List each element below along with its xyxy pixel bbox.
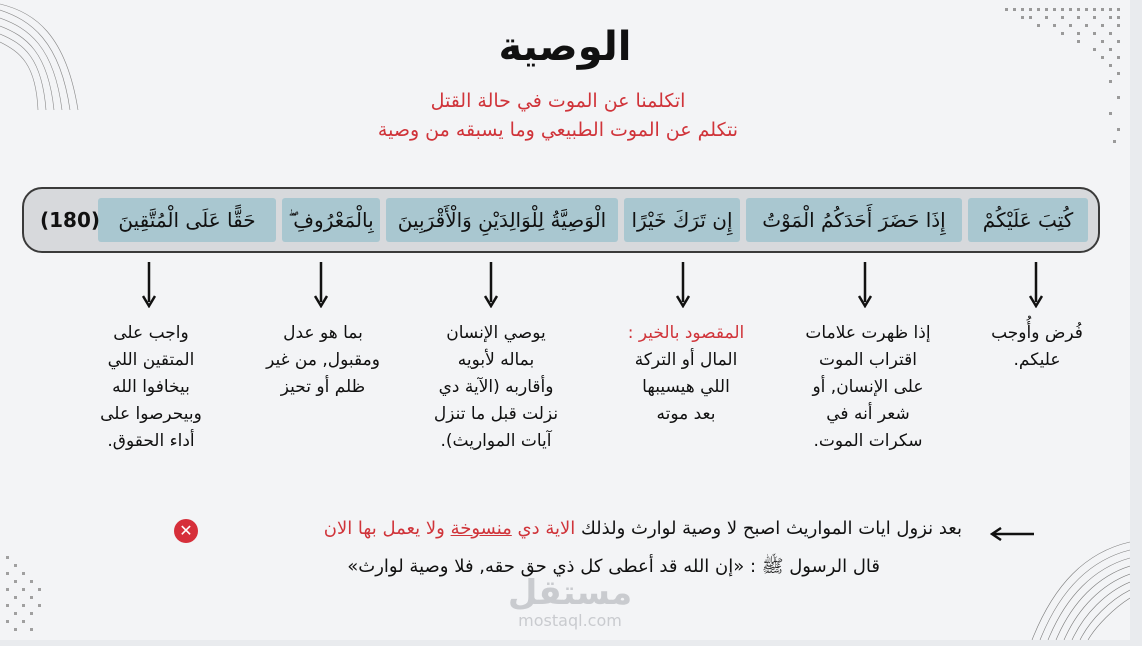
explanation-line: عليكم. bbox=[1013, 350, 1061, 370]
verse-segment-3: إِن تَرَكَ خَيْرًا bbox=[624, 198, 740, 242]
explanation-4 bbox=[416, 320, 576, 455]
watermark-logo: مستقل bbox=[507, 573, 633, 613]
verse-segment-2: إِذَا حَضَرَ أَحَدَكُمُ الْمَوْتُ bbox=[746, 198, 962, 242]
explanation-line: المتقين اللي bbox=[107, 350, 195, 370]
explanation-line: اقتراب الموت bbox=[818, 350, 917, 370]
explanation-line: اللي هيسيبها bbox=[642, 377, 730, 397]
explanation-line: فُرض وأُوجب bbox=[991, 323, 1083, 343]
explanation-line: بيخافوا الله bbox=[112, 377, 190, 397]
explanation-1 bbox=[962, 320, 1112, 374]
note-underlined-text: منسوخة bbox=[450, 518, 512, 539]
explanation-line: يوصي الإنسان bbox=[446, 323, 546, 343]
explanation-line: وبيحرصوا على bbox=[100, 404, 202, 424]
subtitle-2: نتكلم عن الموت الطبيعي وما يسبقه من وصية bbox=[377, 119, 739, 141]
down-arrow-icon bbox=[676, 262, 690, 308]
explanation-line: شعر أنه في bbox=[826, 404, 910, 424]
explanation-line: واجب على bbox=[113, 323, 189, 343]
verse-number: (180) bbox=[40, 208, 101, 232]
verse-segment-1: كُتِبَ عَلَيْكُمْ bbox=[968, 198, 1088, 242]
hadith-text: قال الرسول ﷺ : «إن الله قد أعطى كل ذي حق حقه, فلا وصية لوارث» bbox=[347, 556, 880, 577]
explanation-line: بماله لأبويه bbox=[457, 350, 535, 370]
explanation-line: على الإنسان, أو bbox=[812, 377, 924, 397]
explanation-line: سكرات الموت. bbox=[813, 431, 923, 451]
explanation-line: المال أو التركة bbox=[634, 350, 738, 370]
explanation-line: نزلت قبل ما تنزل bbox=[433, 404, 559, 424]
explanation-line: إذا ظهرت علامات bbox=[805, 323, 931, 343]
verse-segment-5: بِالْمَعْرُوفِ ۖ bbox=[282, 198, 380, 242]
down-arrow-icon bbox=[858, 262, 872, 308]
explanation-line: ظلم أو تحيز bbox=[280, 377, 366, 397]
explanation-2 bbox=[788, 320, 948, 455]
abrogation-note bbox=[324, 518, 962, 539]
note-text: بعد نزول ايات المواريث اصبح لا وصية لوارث ولذلك bbox=[575, 518, 962, 539]
watermark bbox=[490, 574, 650, 630]
explanation-line: ومقبول, من غير bbox=[266, 350, 380, 370]
explanation-line: بما هو عدل bbox=[283, 323, 363, 343]
explanation-5 bbox=[248, 320, 398, 401]
dots-decoration-bottom-left bbox=[0, 550, 55, 640]
verse-box bbox=[22, 187, 1100, 253]
explanation-heading: المقصود بالخير : bbox=[627, 323, 745, 343]
explanation-line: آيات المواريث). bbox=[440, 431, 552, 451]
explanation-6 bbox=[76, 320, 226, 455]
note-red-text: الاية دي bbox=[511, 518, 576, 539]
down-arrow-icon bbox=[142, 262, 156, 308]
verse-segment-6: حَقًّا عَلَى الْمُتَّقِينَ bbox=[98, 198, 276, 242]
down-arrow-icon bbox=[314, 262, 328, 308]
explanation-3 bbox=[606, 320, 766, 428]
explanation-line: وأقاربه (الآية دي bbox=[438, 377, 554, 397]
down-arrow-icon bbox=[484, 262, 498, 308]
close-circle-icon: ✕ bbox=[174, 519, 198, 543]
explanation-line: بعد موته bbox=[656, 404, 716, 424]
subtitle-1: اتكلمنا عن الموت في حالة القتل bbox=[430, 90, 686, 112]
wave-decoration-bottom-right bbox=[1020, 540, 1130, 640]
left-arrow-icon bbox=[990, 527, 1034, 541]
slide-title: الوصية bbox=[498, 24, 632, 70]
explanation-line: أداء الحقوق. bbox=[107, 431, 195, 451]
verse-segment-4: الْوَصِيَّةُ لِلْوَالِدَيْنِ وَالْأَقْرَبِينَ bbox=[386, 198, 618, 242]
down-arrow-icon bbox=[1029, 262, 1043, 308]
note-red-text: ولا يعمل بها الان bbox=[323, 518, 451, 539]
watermark-site: mostaql.com bbox=[518, 611, 622, 630]
